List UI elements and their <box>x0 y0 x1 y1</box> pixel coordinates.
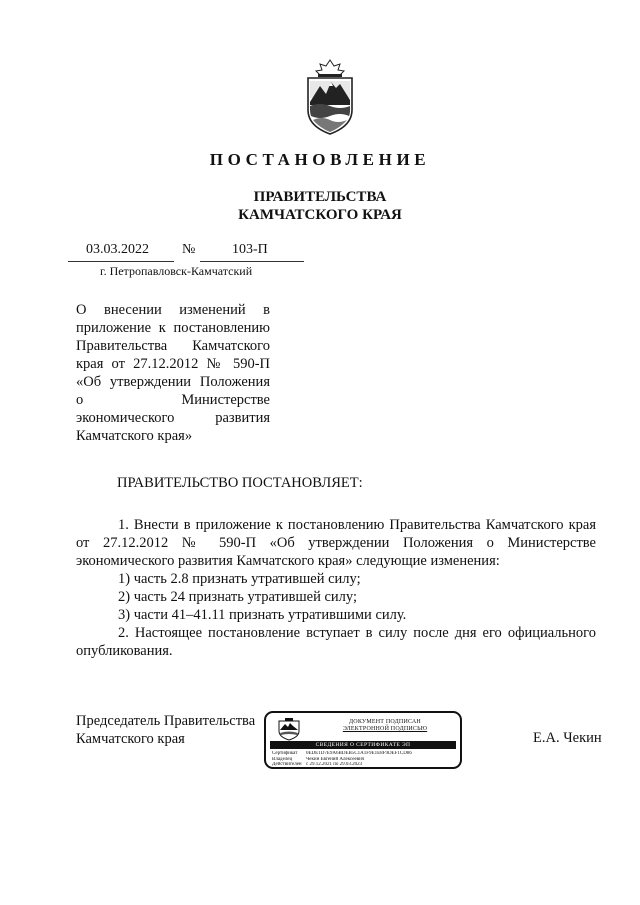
stamp-row-key: Сертификат <box>272 751 298 756</box>
stamp-title-line-2: ЭЛЕКТРОННОЙ ПОДПИСЬЮ <box>342 726 428 732</box>
document-number: 103-П <box>232 242 268 257</box>
number-underline <box>200 261 304 262</box>
number-sign: № <box>182 242 196 257</box>
body-subitem-1: 1) часть 2.8 признать утратившей силу; <box>118 571 361 587</box>
stamp-title <box>312 719 458 733</box>
coat-of-arms-icon <box>300 58 360 136</box>
electronic-signature-stamp <box>264 711 462 769</box>
signatory-position <box>76 712 255 748</box>
stamp-coat-of-arms-icon <box>276 717 302 741</box>
resolves-heading: ПРАВИТЕЛЬСТВО ПОСТАНОВЛЯЕТ: <box>117 475 363 491</box>
body-subitem-2: 2) часть 24 признать утратившей силу; <box>118 589 357 605</box>
document-date: 03.03.2022 <box>86 242 149 257</box>
body-subitem-3: 3) части 41–41.11 признать утратившими силу. <box>118 607 407 623</box>
stamp-row-key: Владелец <box>272 756 293 762</box>
stamp-row-key: Действителен <box>272 762 302 768</box>
document-subject: О внесении изменений в приложение к постановлению Правительства Камчатского края от 27.12.2012 № 590-П «Об утверждении Положения о Министерстве экономического развития Камчатского края» <box>76 302 270 444</box>
stamp-title-line-1: ДОКУМЕНТ ПОДПИСАН <box>349 719 421 725</box>
stamp-certificate-bar: СВЕДЕНИЯ О СЕРТИФИКАТЕ ЭП <box>270 741 456 749</box>
date-underline <box>68 261 174 262</box>
city-label: г. Петропавловск-Камчатский <box>100 264 253 278</box>
issuer-line-1: ПРАВИТЕЛЬСТВА <box>253 189 387 205</box>
stamp-row-value: 0EDE1D7E9A6BDEB5C1A1F9E1E8F9DEF1CD86 <box>306 751 412 756</box>
signatory-position-line-1: Председатель Правительства <box>76 713 256 729</box>
body-item-2: 2. Настоящее постановление вступает в силу после дня его официального опубликования. <box>76 625 596 659</box>
signatory-name: Е.А. Чекин <box>533 730 602 746</box>
stamp-row-value: с 29.12.2021 по 29.03.2023 <box>306 762 363 768</box>
stamp-certificate-details <box>272 751 458 768</box>
registration-line <box>68 242 308 266</box>
document-type-heading: ПОСТАНОВЛЕНИЕ <box>209 150 431 169</box>
signatory-position-line-2: Камчатского края <box>76 731 185 747</box>
body-item-1: 1. Внести в приложение к постановлению Правительства Камчатского края от 27.12.2012 № 590-П «Об утверждении Положения о Министерстве экономического развития Камчатского края» следующие изменения: <box>76 517 596 569</box>
issuer-heading <box>0 188 640 224</box>
stamp-row-validity <box>272 762 458 768</box>
stamp-row-value: Чекин Евгений Алексеевич <box>306 756 365 762</box>
issuer-line-2: КАМЧАТСКОГО КРАЯ <box>238 207 402 223</box>
document-body <box>76 516 596 660</box>
